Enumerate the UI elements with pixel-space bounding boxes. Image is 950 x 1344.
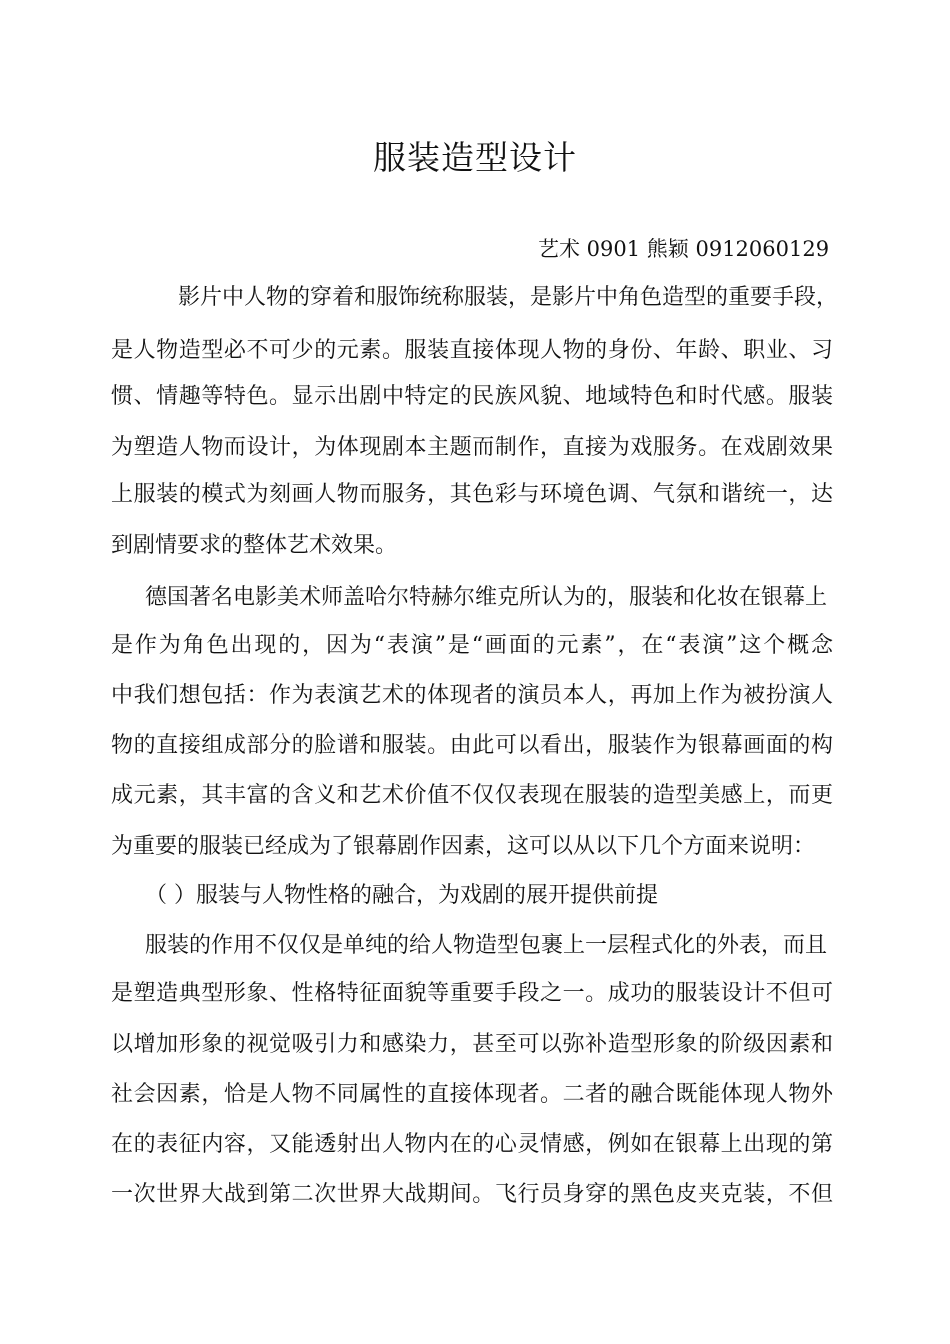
text-line: 德国著名电影美术师盖哈尔特赫尔维克所认为的，服装和化妆在银幕上 bbox=[145, 585, 828, 610]
text-line: 为塑造人物而设计，为体现剧本主题而制作，直接为戏服务。在戏剧效果 bbox=[111, 435, 833, 460]
text-line: 成元素，其丰富的含义和艺术价值不仅仅表现在服装的造型美感上，而更 bbox=[111, 783, 833, 808]
text-line: 是塑造典型形象、性格特征面貌等重要手段之一。成功的服装设计不但可 bbox=[111, 981, 833, 1006]
document-title: 服装造型设计 bbox=[373, 138, 577, 177]
text-line: 惯、情趣等特色。显示出剧中特定的民族风貌、地域特色和时代感。服装 bbox=[111, 384, 833, 409]
text-line: 一次世界大战到第二次世界大战期间。飞行员身穿的黑色皮夹克装，不但 bbox=[111, 1182, 833, 1207]
text-line: 物的直接组成部分的脸谱和服装。由此可以看出，服装作为银幕画面的构 bbox=[111, 733, 833, 758]
author-line: 艺术 0901 熊颖 0912060129 bbox=[538, 237, 830, 261]
text-line: 为重要的服装已经成为了银幕剧作因素，这可以从以下几个方面来说明： bbox=[111, 834, 816, 859]
text-line: 服装的作用不仅仅是单纯的给人物造型包裹上一层程式化的外表，而且 bbox=[145, 933, 828, 958]
section-heading: （ ）服装与人物性格的融合，为戏剧的展开提供前提 bbox=[145, 883, 658, 908]
text-line: 是作为角色出现的，因为“表演”是“画面的元素”，在“表演”这个概念 bbox=[111, 633, 833, 658]
text-line: 到剧情要求的整体艺术效果。 bbox=[111, 533, 398, 558]
text-line: 上服装的模式为刻画人物而服务，其色彩与环境色调、气氛和谐统一，达 bbox=[111, 482, 833, 507]
text-line: 中我们想包括：作为表演艺术的体现者的演员本人，再加上作为被扮演人 bbox=[111, 683, 833, 708]
text-line: 在的表征内容，又能透射出人物内在的心灵情感，例如在银幕上出现的第 bbox=[111, 1132, 833, 1157]
text-line: 以增加形象的视觉吸引力和感染力，甚至可以弥补造型形象的阶级因素和 bbox=[111, 1032, 833, 1057]
text-line: 是人物造型必不可少的元素。服装直接体现人物的身份、年龄、职业、习 bbox=[111, 338, 833, 363]
text-line: 社会因素，恰是人物不同属性的直接体现者。二者的融合既能体现人物外 bbox=[111, 1082, 833, 1107]
text-line: 影片中人物的穿着和服饰统称服装，是影片中角色造型的重要手段， bbox=[178, 285, 839, 310]
